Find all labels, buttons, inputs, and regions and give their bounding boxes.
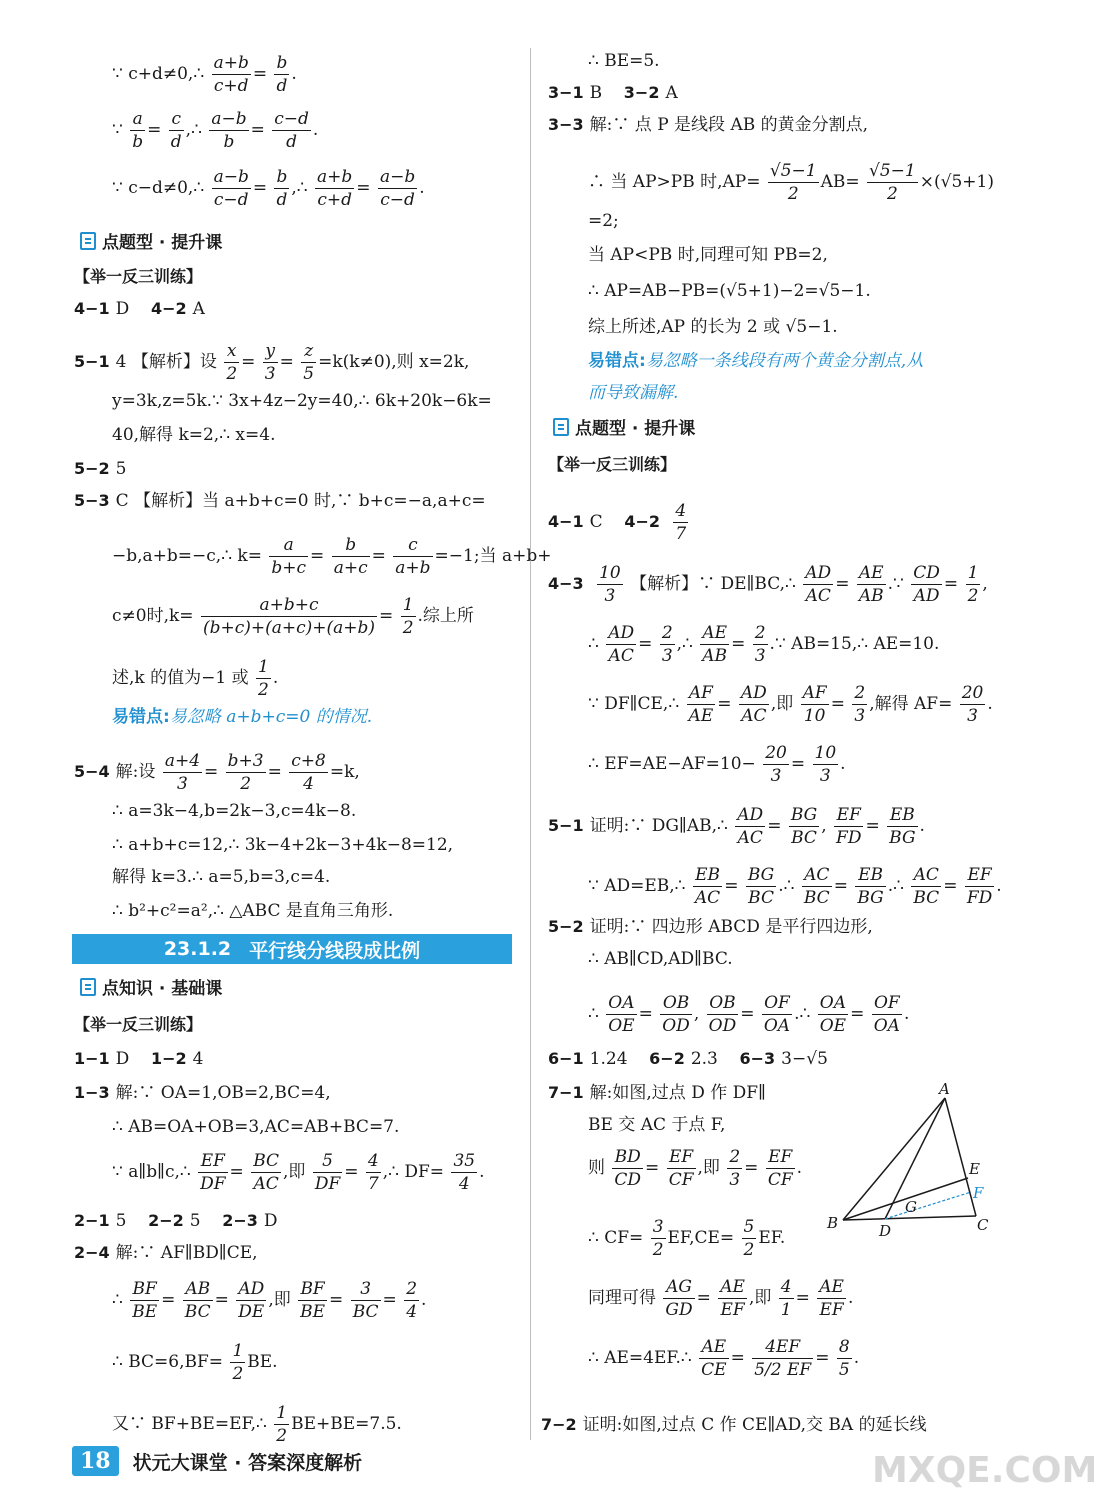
answer-line: 5−3 C 【解析】当 a+b+c=0 时,∵ b+c=−a,a+c= bbox=[74, 491, 486, 511]
line: BE 交 AC 于点 F, bbox=[588, 1115, 726, 1135]
answer-line: 3−1 B 3−2 A bbox=[548, 83, 678, 103]
answer-line: 1−1 D 1−2 4 bbox=[74, 1049, 204, 1069]
fraction: $\frac{c-d}{d}$ bbox=[274, 109, 309, 152]
book-icon bbox=[80, 978, 96, 996]
answer-line: 4−1 C 4−2 $\frac{4}{7}$ bbox=[548, 501, 687, 544]
fraction: $\frac{a-b}{c-d}$ bbox=[213, 167, 249, 210]
line: ∴ a+b+c=12,∴ 3k−4+2k−3+4k−8=12, bbox=[112, 835, 454, 855]
line: ∴ AP=AB−PB=(√5+1)−2=√5−1. bbox=[588, 281, 871, 301]
answer-line: 5−2 5 bbox=[74, 459, 127, 479]
training-label: 【举一反三训练】 bbox=[74, 1015, 203, 1034]
label-B: B bbox=[827, 1214, 839, 1232]
line: 解得 k=3.∴ a=5,b=3,c=4. bbox=[112, 867, 331, 887]
line: 又∵ BF+BE=EF,∴ $\frac{1}{2}$ BE+BE=7.5. bbox=[112, 1403, 402, 1446]
line-BC bbox=[843, 1216, 976, 1220]
training-label: 【举一反三训练】 bbox=[74, 267, 203, 286]
line: ∴ a=3k−4,b=2k−3,c=4k−8. bbox=[112, 801, 357, 821]
answer-line: 7−2 证明:如图,过点 C 作 CE∥AD,交 BA 的延长线 bbox=[541, 1415, 927, 1435]
answer-line: 2−1 5 2−2 5 2−3 D bbox=[74, 1211, 278, 1231]
fraction: $\frac{a+b}{c+d}$ bbox=[213, 53, 249, 96]
line: ∴ AB∥CD,AD∥BC. bbox=[588, 949, 733, 969]
line-DF bbox=[885, 1192, 971, 1219]
line: ∵ a∥b∥c,∴ $\frac{EF}{DF}$ = $\frac{BC}{AC}$ ,即 $\frac{5}{DF}$ = $\frac{4}{7}$ ,∴ DF= $\frac{35}{4}$ . bbox=[112, 1151, 485, 1194]
line: 则 $\frac{BD}{CD}$ = $\frac{EF}{CF}$ ,即 $\frac{2}{3}$ = $\frac{EF}{CF}$ . bbox=[588, 1147, 803, 1190]
answer-line: 4−3 $\frac{10}{3}$ 【解析】∵ DE∥BC,∴ $\frac{AD}{AC}$ = $\frac{AE}{AB}$ .∵ $\frac{CD}{AD}$ = $\frac{1}{2}$ , bbox=[548, 563, 988, 606]
answer-line: 5−1 4 【解析】设 $\frac{x}{2}$ = $\frac{y}{3}$ = $\frac{z}{5}$ =k(k≠0),则 x=2k, bbox=[74, 341, 470, 384]
answer-line: 6−1 1.24 6−2 2.3 6−3 3−√5 bbox=[548, 1049, 828, 1069]
answer-line: 3−3 解:∵ 点 P 是线段 AB 的黄金分割点, bbox=[548, 115, 869, 135]
error-note: 易错点:易忽略 a+b+c=0 的情况. bbox=[112, 707, 373, 727]
training-label: 【举一反三训练】 bbox=[548, 455, 677, 474]
line: ∴ EF=AE−AF=10− $\frac{20}{3}$ = $\frac{10}{3}$ . bbox=[588, 743, 846, 786]
line: y=3k,z=5k.∵ 3x+4z−2y=40,∴ 6k+20k−6k= bbox=[112, 391, 492, 411]
fraction: $\frac{c}{d}$ bbox=[170, 109, 182, 152]
right-column bbox=[533, 0, 1048, 1496]
line: ∵ $\frac{a}{b}$ = $\frac{c}{d}$ ,∴ $\frac{a-b}{b}$ = $\frac{c-d}{d}$ . bbox=[112, 109, 319, 152]
label-G: G bbox=[905, 1198, 917, 1216]
error-note: 而导致漏解. bbox=[588, 383, 679, 403]
answer-line: 7−1 解:如图,过点 D 作 DF∥ bbox=[548, 1083, 766, 1103]
book-title: 状元大课堂 · 答案深度解析 bbox=[132, 1451, 363, 1474]
clipboard-icon bbox=[80, 232, 96, 250]
line: 述,k 的值为−1 或 $\frac{1}{2}$ . bbox=[112, 657, 279, 700]
line: 综上所述,AP 的长为 2 或 √5−1. bbox=[588, 317, 838, 337]
line: ∴ BE=5. bbox=[588, 51, 660, 71]
line: ∵ DF∥CE,∴ $\frac{AF}{AE}$ = $\frac{AD}{AC}$ ,即 $\frac{AF}{10}$ = $\frac{2}{3}$ ,解得 AF= $\frac{20}{3}$ . bbox=[588, 683, 993, 726]
section-banner: 23.1.2 平行线分线段成比例 bbox=[72, 934, 512, 964]
line: =2; bbox=[588, 211, 619, 231]
line: c≠0时,k= $\frac{a+b+c}{(b+c)+(a+c)+(a+b)}$ = $\frac{1}{2}$ .综上所 bbox=[112, 595, 474, 638]
fraction: $\frac{a-b}{c-d}$ bbox=[379, 167, 416, 210]
line: ∴ $\frac{BF}{BE}$ = $\frac{AB}{BC}$ = $\frac{AD}{DE}$ ,即 $\frac{BF}{BE}$ = $\frac{3}{BC}$ = $\frac{2}{4}$ . bbox=[112, 1279, 427, 1322]
line: ∴ b²+c²=a²,∴ △ABC 是直角三角形. bbox=[112, 901, 394, 921]
answer-line: 5−2 证明:∵ 四边形 ABCD 是平行四边形, bbox=[548, 917, 873, 937]
page-footer bbox=[72, 1446, 362, 1476]
line: ∴ $\frac{AD}{AC}$ = $\frac{2}{3}$ ,∴ $\frac{AE}{AB}$ = $\frac{2}{3}$ .∵ AB=15,∴ AE=10. bbox=[588, 623, 940, 666]
line: ∴ AB=OA+OB=3,AC=AB+BC=7. bbox=[112, 1117, 400, 1137]
line: 同理可得 $\frac{AG}{GD}$ = $\frac{AE}{EF}$ ,即 $\frac{4}{1}$ = $\frac{AE}{EF}$ . bbox=[588, 1277, 854, 1320]
label-C: C bbox=[977, 1216, 989, 1234]
fraction: $\frac{a-b}{b}$ bbox=[211, 109, 247, 152]
label-E: E bbox=[969, 1160, 980, 1178]
line: ∴ BC=6,BF= $\frac{1}{2}$ BE. bbox=[112, 1341, 278, 1384]
fraction: $\frac{b}{d}$ bbox=[276, 53, 288, 96]
label-A: A bbox=[939, 1080, 950, 1098]
watermark: MXQE.COM bbox=[872, 1450, 1097, 1491]
line: ∴ CF= $\frac{3}{2}$ EF,CE= $\frac{5}{2}$ EF. bbox=[588, 1217, 786, 1260]
error-note: 易错点:易忽略一条线段有两个黄金分割点,从 bbox=[588, 351, 924, 371]
line: 当 AP<PB 时,同理可知 PB=2, bbox=[588, 245, 828, 265]
fraction: $\frac{a+b}{c+d}$ bbox=[317, 167, 353, 210]
answer-line: 5−1 证明:∵ DG∥AB,∴ $\frac{AD}{AC}$ = $\frac{BG}{BC}$ , $\frac{EF}{FD}$ = $\frac{EB}{BG}$ . bbox=[548, 805, 925, 848]
line: ∵ c−d≠0,∴ $\frac{a-b}{c-d}$ = $\frac{b}{d}$ ,∴ $\frac{a+b}{c+d}$ = $\frac{a-b}{c-d}$ . bbox=[112, 167, 425, 210]
fraction: $\frac{b}{d}$ bbox=[276, 167, 288, 210]
answer-line: 2−4 解:∵ AF∥BD∥CE, bbox=[74, 1243, 258, 1263]
column-divider bbox=[530, 48, 531, 1440]
section-header: 点题型 · 提升课 bbox=[553, 414, 695, 439]
line: ∴ AE=4EF.∴ $\frac{AE}{CE}$ = $\frac{4EF}{5/2 EF}$ = $\frac{8}{5}$ . bbox=[588, 1337, 860, 1380]
answer-line: 5−4 解:设 $\frac{a+4}{3}$ = $\frac{b+3}{2}$ = $\frac{c+8}{4}$ =k, bbox=[74, 751, 360, 794]
line: −b,a+b=−c,∴ k= $\frac{a}{b+c}$ = $\frac{b}{a+c}$ = $\frac{c}{a+b}$ =−1;当 a+b+ bbox=[112, 535, 552, 578]
line: ∵ c+d≠0,∴ $\frac{a+b}{c+d}$ = $\frac{b}{d}$ . bbox=[112, 53, 297, 96]
clipboard-icon bbox=[553, 418, 569, 436]
section-header: 点知识 · 基础课 bbox=[80, 974, 222, 999]
answer-line: 1−3 解:∵ OA=1,OB=2,BC=4, bbox=[74, 1083, 331, 1103]
line: ∵ AD=EB,∴ $\frac{EB}{AC}$ = $\frac{BG}{BC}$ .∴ $\frac{AC}{BC}$ = $\frac{EB}{BG}$ .∴ $\frac{AC}{BC}$ = $\frac{EF}{FD}$ . bbox=[588, 865, 1002, 908]
answer-line: 4−1 D 4−2 A bbox=[74, 299, 205, 319]
line: 40,解得 k=2,∴ x=4. bbox=[112, 425, 276, 445]
label-D: D bbox=[879, 1222, 892, 1240]
label-F: F bbox=[973, 1184, 984, 1202]
page-number: 18 bbox=[72, 1446, 119, 1476]
line: ∴ $\frac{OA}{OE}$ = $\frac{OB}{OD}$ , $\frac{OB}{OD}$ = $\frac{OF}{OA}$ .∴ $\frac{OA}{OE}$ = $\frac{OF}{OA}$ . bbox=[588, 993, 910, 1036]
fraction: $\frac{a}{b}$ bbox=[132, 109, 144, 152]
line: ∴ 当 AP>PB 时,AP= $\frac{√5-1}{2}$ AB= $\frac{√5-1}{2}$ ×(√5+1) bbox=[588, 161, 994, 204]
triangle-figure bbox=[823, 1074, 998, 1244]
section-header: 点题型 · 提升课 bbox=[80, 228, 222, 253]
